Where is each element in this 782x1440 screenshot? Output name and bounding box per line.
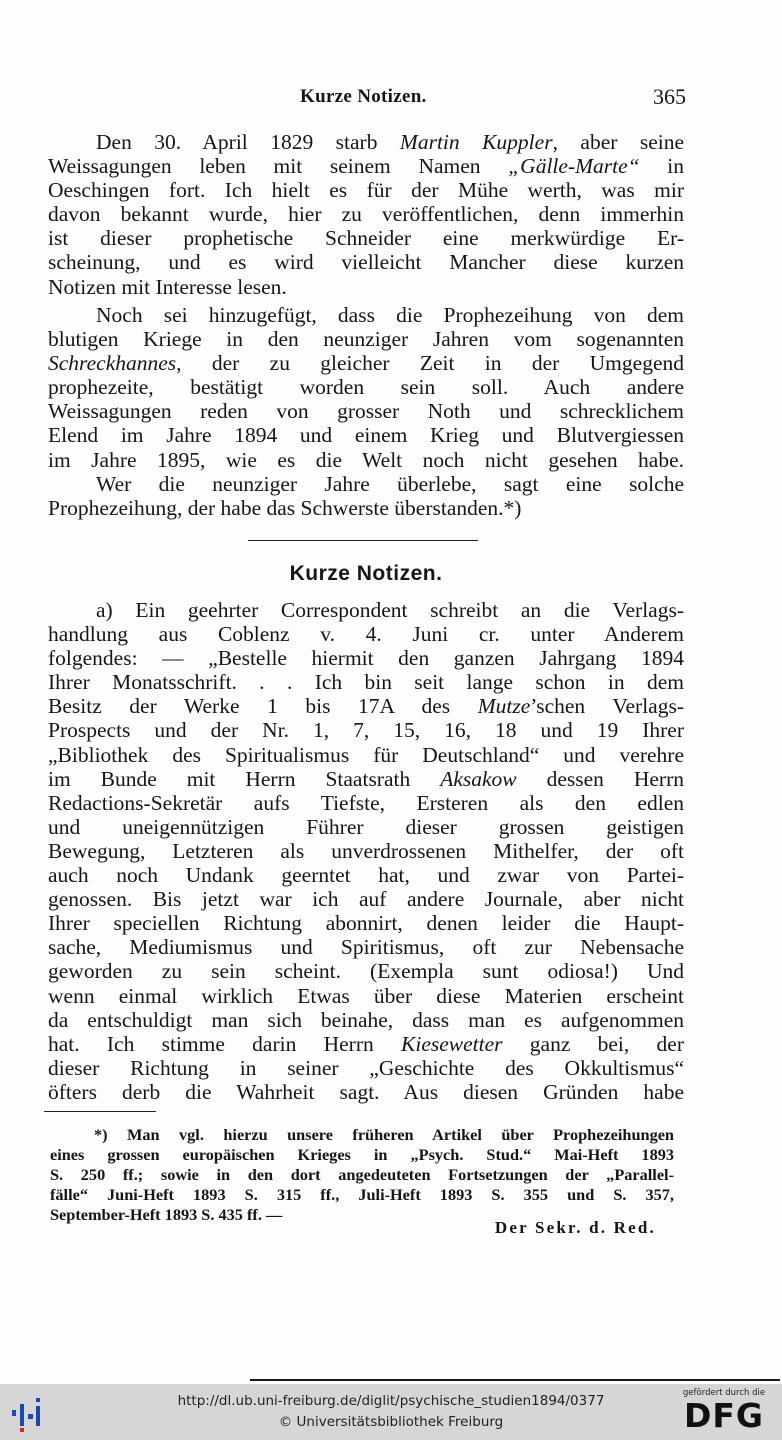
text-line: Bewegung, Letzteren als unverdrossenen Mithelfer, der oft [48, 838, 684, 863]
section-separator [248, 540, 478, 541]
paragraph-1 [48, 130, 684, 299]
footnote [50, 1125, 674, 1225]
footnote-rule [44, 1111, 156, 1112]
text-line: Notizen mit Interesse lesen. [48, 274, 287, 299]
text-line: da entschuldigt man sich beinahe, dass man es aufgenommen [48, 1007, 684, 1032]
paragraph-3 [48, 472, 684, 520]
text-line: davon bekannt wurde, hier zu veröffentlichen, denn immerhin [48, 202, 684, 227]
page-bottom-rule [250, 1379, 780, 1381]
text-line: wenn einmal wirklich Etwas über diese Materien erscheint [48, 983, 684, 1008]
copyright-notice: © Universitätsbibliothek Freiburg [278, 1414, 504, 1430]
text-line: Weissagungen reden von grosser Noth und schrecklichem [48, 399, 684, 424]
text-line: sache, Mediumismus und Spiritismus, oft zur Nebensache [48, 935, 684, 960]
running-title: Kurze Notizen. [300, 86, 427, 107]
text-line: Redactions-Sekretär aufs Tiefste, Ersteren als den edlen [48, 790, 684, 815]
footnote-line: eines grossen europäischen Krieges in „Psych. Stud.“ Mai-Heft 1893 [50, 1145, 674, 1164]
text-line: im Bunde mit Herrn Staatsrath Aksakow dessen Herrn [48, 766, 684, 791]
text-line: Besitz der Werke 1 bis 17A des Mutze’schen Verlags- [48, 694, 684, 719]
page-number: 365 [653, 84, 686, 109]
text-line: Ihrer speciellen Richtung abonnirt, denen leider die Haupt- [48, 911, 684, 936]
footnote-line: September-Heft 1893 S. 435 ff. — [50, 1205, 283, 1224]
text-line: Prospects und der Nr. 1, 7, 15, 16, 18 und 19 Ihrer [48, 718, 684, 743]
text-line: hat. Ich stimme darin Herrn Kiesewetter ganz bei, der [48, 1031, 684, 1056]
text-line: geworden zu sein scheint. (Exempla sunt odiosa!) Und [48, 959, 684, 984]
text-line: dieser Richtung in seiner „Geschichte des Okkultismus“ [48, 1055, 684, 1080]
text-line: scheinung, und es wird vielleicht Mancher diese kurzen [48, 250, 684, 275]
text-line: Prophezeihung, der habe das Schwerste überstanden.*) [48, 496, 522, 521]
text-line: „Bibliothek des Spiritualismus für Deutschland“ und verehre [48, 742, 684, 767]
page-header [48, 84, 686, 114]
text-line: prophezeite, bestätigt worden sein soll. Auch andere [48, 375, 684, 400]
text-line: Den 30. April 1829 starb Martin Kuppler, aber seine [96, 130, 685, 154]
editor-signature: Der Sekr. d. Red. [494, 1218, 656, 1237]
dfg-logo[interactable] [678, 1388, 770, 1436]
text-line: Oeschingen fort. Ich hielt es für der Mühe werth, was mir [48, 178, 684, 203]
viewer-footer [0, 1384, 782, 1440]
text-line: und uneigennützigen Führer dieser grossen geistigen [48, 814, 684, 839]
text-line: Schreckhannes, der zu gleicher Zeit in der Umgegend [48, 351, 684, 376]
text-line: handlung aus Coblenz v. 4. Juni cr. unter Anderem [48, 622, 684, 647]
footnote-line: fälle“ Juni-Heft 1893 S. 315 ff., Juli-Heft 1893 S. 355 und S. 357, [50, 1185, 674, 1204]
dfg-wordmark: DFG [683, 1396, 765, 1435]
text-line: öfters derb die Wahrheit sagt. Aus diesen Gründen habe [48, 1079, 684, 1104]
paragraph-2 [48, 303, 684, 472]
text-line: Wer die neunziger Jahre überlebe, sagt eine solche [96, 472, 684, 496]
text-line: Elend im Jahre 1894 und einem Krieg und Blutvergiessen [48, 423, 684, 448]
text-line: Ihrer Monatsschrift. . . Ich bin seit lange schon in dem [48, 670, 684, 695]
text-line: folgendes: — „Bestelle hiermit den ganzen Jahrgang 1894 [48, 646, 684, 671]
text-line: auch noch Undank geerntet hat, und zwar von Partei- [48, 863, 684, 888]
text-line: ist dieser prophetische Schneider eine merkwürdige Er- [48, 226, 684, 251]
dfg-caption: gefördert durch die [682, 1388, 766, 1398]
footnote-line: *) Man vgl. hierzu unsere früheren Artikel über Prophezeihungen [94, 1125, 674, 1144]
text-line: Noch sei hinzugefügt, dass die Prophezeihung von dem [96, 303, 684, 327]
paragraph-4 [48, 598, 684, 1104]
section-title: Kurze Notizen. [289, 562, 443, 585]
text-line: a) Ein geehrter Correspondent schreibt an die Verlags- [96, 598, 684, 622]
text-line: im Jahre 1895, wie es die Welt noch nicht gesehen habe. [48, 447, 684, 472]
text-line: blutigen Kriege in den neunziger Jahren vom sogenannten [48, 327, 684, 352]
footnote-line: S. 250 ff.; sowie in den dort angedeuteten Fortsetzungen der „Parallel- [50, 1165, 674, 1184]
text-line: Weissagungen leben mit seinem Namen „Gälle-Marte“ in [48, 154, 684, 179]
text-line: genossen. Bis jetzt war ich auf andere Journale, aber nicht [48, 887, 684, 912]
document-url-link[interactable]: http://dl.ub.uni-freiburg.de/diglit/psychische_studien1894/0377 [177, 1393, 605, 1409]
